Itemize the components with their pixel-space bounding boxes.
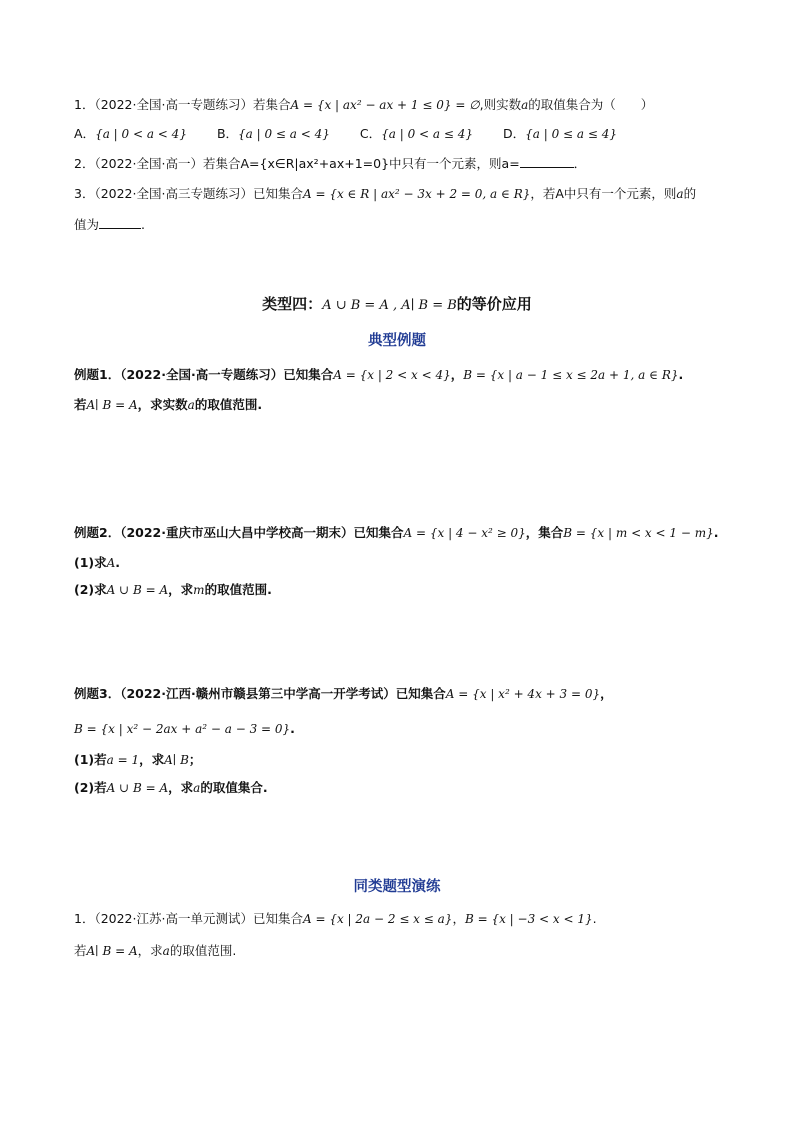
example-3: 例题3．（2022·江西·赣州市赣县第三中学高一开学考试）已知集合A = {x | x² + 4x + 3 = 0}，	[74, 686, 613, 701]
practice-question-2: 2．（2022·全国·高一）若集合A={x∈R|ax²+ax+1=0}中只有一个元素，则a= ．	[74, 156, 587, 171]
option-d[interactable]: D．{a | 0 ≤ a ≤ 4}	[503, 126, 618, 141]
example-3-set-b: B = {x | x² − 2ax + a² − a − 3 = 0}.	[74, 721, 295, 736]
example-1: 例题1．（2022·全国·高一专题练习）已知集合A = {x | 2 < x < 4}，B = {x | a − 1 ≤ x ≤ 2a + 1, a ∈ R}.	[74, 367, 684, 382]
practice2-question-1: 1．（2022·江苏·高一单元测试）已知集合A = {x | 2a − 2 ≤ x ≤ a}，B = {x | −3 < x < 1}.	[74, 911, 597, 926]
answer-blank[interactable]	[99, 218, 141, 229]
practice-question-3: 3．（2022·全国·高三专题练习）已知集合A = {x ∈ R | ax² − 3x + 2 = 0, a ∈ R}，若A中只有一个元素，则a的	[74, 186, 697, 201]
practice-question-3-line2: 值为 .	[74, 217, 145, 232]
set-expression: A = {x ∈ R | ax² − 3x + 2 = 0, a ∈ R}	[302, 187, 531, 201]
example-2-part-2: (2)求A ∪ B = A，求m的取值范围.	[74, 582, 272, 597]
option-b[interactable]: B．{a | 0 ≤ a < 4}	[216, 126, 330, 141]
practice-question-1-options	[74, 126, 643, 142]
example-1-question: 若A∣ B = A，求实数a的取值范围.	[74, 397, 263, 412]
answer-blank[interactable]	[520, 157, 574, 168]
option-a[interactable]: A．{a | 0 < a < 4}	[74, 126, 187, 141]
section-heading-examples: 典型例题	[368, 333, 426, 349]
example-3-part-1: (1)若a = 1，求A∣ B；	[74, 752, 202, 767]
section-heading-practice: 同类题型演练	[353, 879, 441, 895]
set-expression: A = {x | ax² − ax + 1 ≤ 0} = ∅	[290, 98, 480, 112]
example-2: 例题2．（2022·重庆市巫山大昌中学校高一期末）已知集合A = {x | 4 − x² ≥ 0}，集合B = {x | m < x < 1 − m}.	[74, 525, 719, 540]
example-2-part-1: (1)求A.	[74, 555, 121, 570]
option-c[interactable]: C．{a | 0 < a ≤ 4}	[359, 126, 474, 141]
example-3-part-2: (2)若A ∪ B = A，求a的取值集合.	[74, 780, 268, 795]
type-heading: 类型四：A ∪ B = A , A∣ B = B的等价应用	[262, 295, 532, 313]
practice2-question-1-line2: 若A∣ B = A，求a的取值范围.	[74, 943, 237, 958]
practice-question-1: 1．（2022·全国·高一专题练习）若集合A = {x | ax² − ax + 1 ≤ 0} = ∅,则实数a的取值集合为（ ）	[74, 97, 654, 112]
